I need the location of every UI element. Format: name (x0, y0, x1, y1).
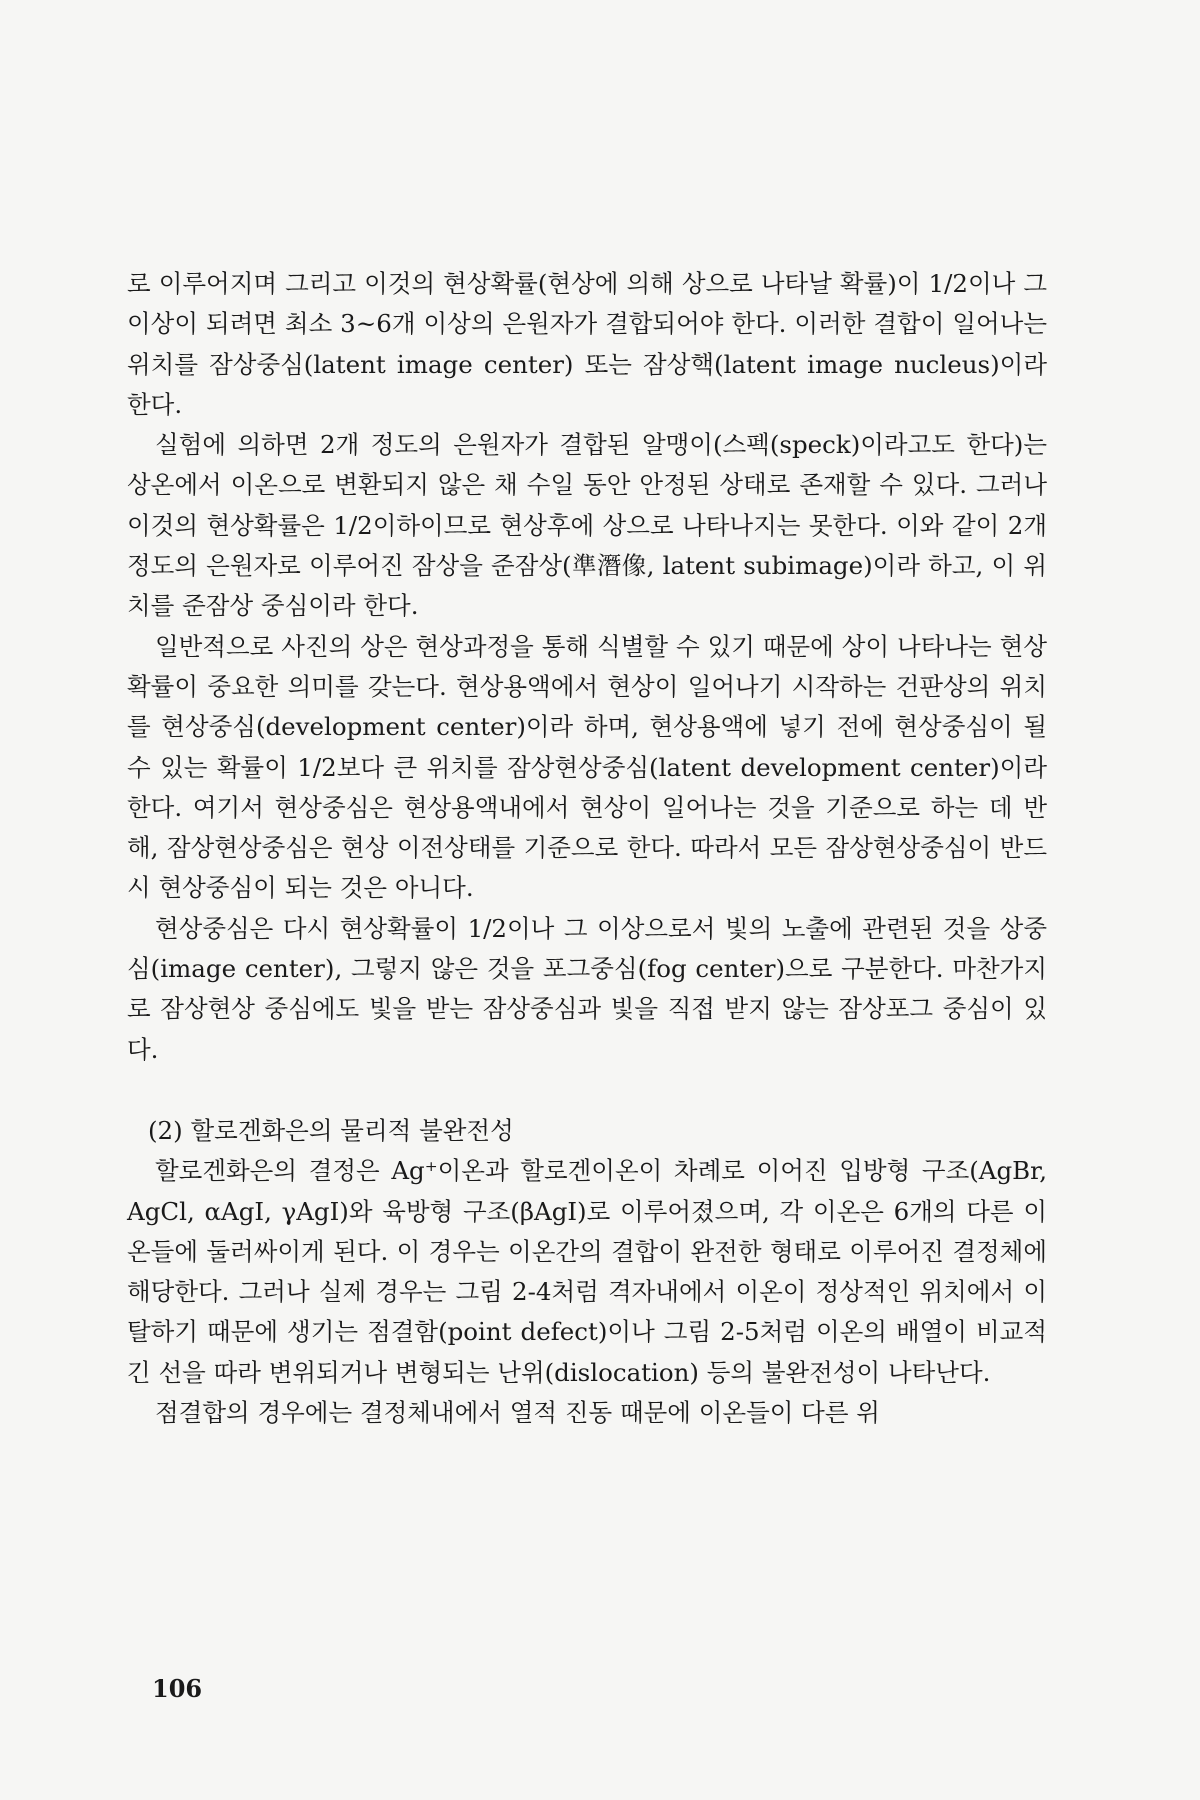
page-number: 106 (152, 1674, 203, 1703)
paragraph: 현상중심은 다시 현상확률이 1/2이나 그 이상으로서 빛의 노출에 관련된 것을 상중심(image center), 그렇지 않은 것을 포그중심(fog center)으로 구분한다. 마찬가지로 잠상현상 중심에도 빛을 받는 잠상중심과 빛을 직접 받지 않는 잠상포그 중심이 있다. (127, 913, 1047, 1064)
paragraph: 점결합의 경우에는 결정체내에서 열적 진동 때문에 이온들이 다른 위 (155, 1398, 880, 1428)
paragraph: 일반적으로 사진의 상은 현상과정을 통해 식별할 수 있기 때문에 상이 나타나는 현상확률이 중요한 의미를 갖는다. 현상용액에서 현상이 일어나기 시작하는 건판상의 위치를 현상중심(development center)이라 하며, 현상용액에 넣기 전에 현상중심이 될 수 있는 확률이 1/2보다 큰 위치를 잠상현상중심(latent development center)이라 한다. 여기서 현상중심은 현상용액내에서 현상이 일어나는 것을 기준으로 하는 데 반해, 잠상현상중심은 현상 이전상태를 기준으로 한다. 따라서 모든 잠상현상중심이 반드시 현상중심이 되는 것은 아니다. (127, 631, 1047, 903)
body-text (127, 264, 1047, 1433)
paragraph: 로 이루어지며 그리고 이것의 현상확률(현상에 의해 상으로 나타날 확률)이 1/2이나 그 이상이 되려면 최소 3~6개 이상의 은원자가 결합되어야 한다. 이러한 결합이 일어나는 위치를 잠상중심(latent image center) 또는 잠상핵(latent image nucleus)이라 한다. (127, 269, 1047, 419)
section-heading: (2) 할로겐화은의 물리적 불완전성 (148, 1115, 514, 1145)
paragraph: 실험에 의하면 2개 정도의 은원자가 결합된 알맹이(스펙(speck)이라고도 한다)는 상온에서 이온으로 변환되지 않은 채 수일 동안 안정된 상태로 존재할 수 있다. 그러나 이것의 현상확률은 1/2이하이므로 현상후에 상으로 나타나지는 못한다. 이와 같이 2개 정도의 은원자로 이루어진 잠상을 준잠상(準潛像, latent subimage)이라 하고, 이 위치를 준잠상 중심이라 한다. (127, 430, 1047, 621)
paragraph: 할로겐화은의 결정은 Ag⁺이온과 할로겐이온이 차례로 이어진 입방형 구조(AgBr, AgCl, αAgI, γAgI)와 육방형 구조(βAgI)로 이루어졌으며, 각 이온은 6개의 다른 이온들에 둘러싸이게 된다. 이 경우는 이온간의 결합이 완전한 형태로 이루어진 결정체에 해당한다. 그러나 실제 경우는 그림 2-4처럼 격자내에서 이온이 정상적인 위치에서 이탈하기 때문에 생기는 점결함(point defect)이나 그림 2-5처럼 이온의 배열이 비교적 긴 선을 따라 변위되거나 변형되는 난위(dislocation) 등의 불완전성이 나타난다. (127, 1156, 1047, 1387)
